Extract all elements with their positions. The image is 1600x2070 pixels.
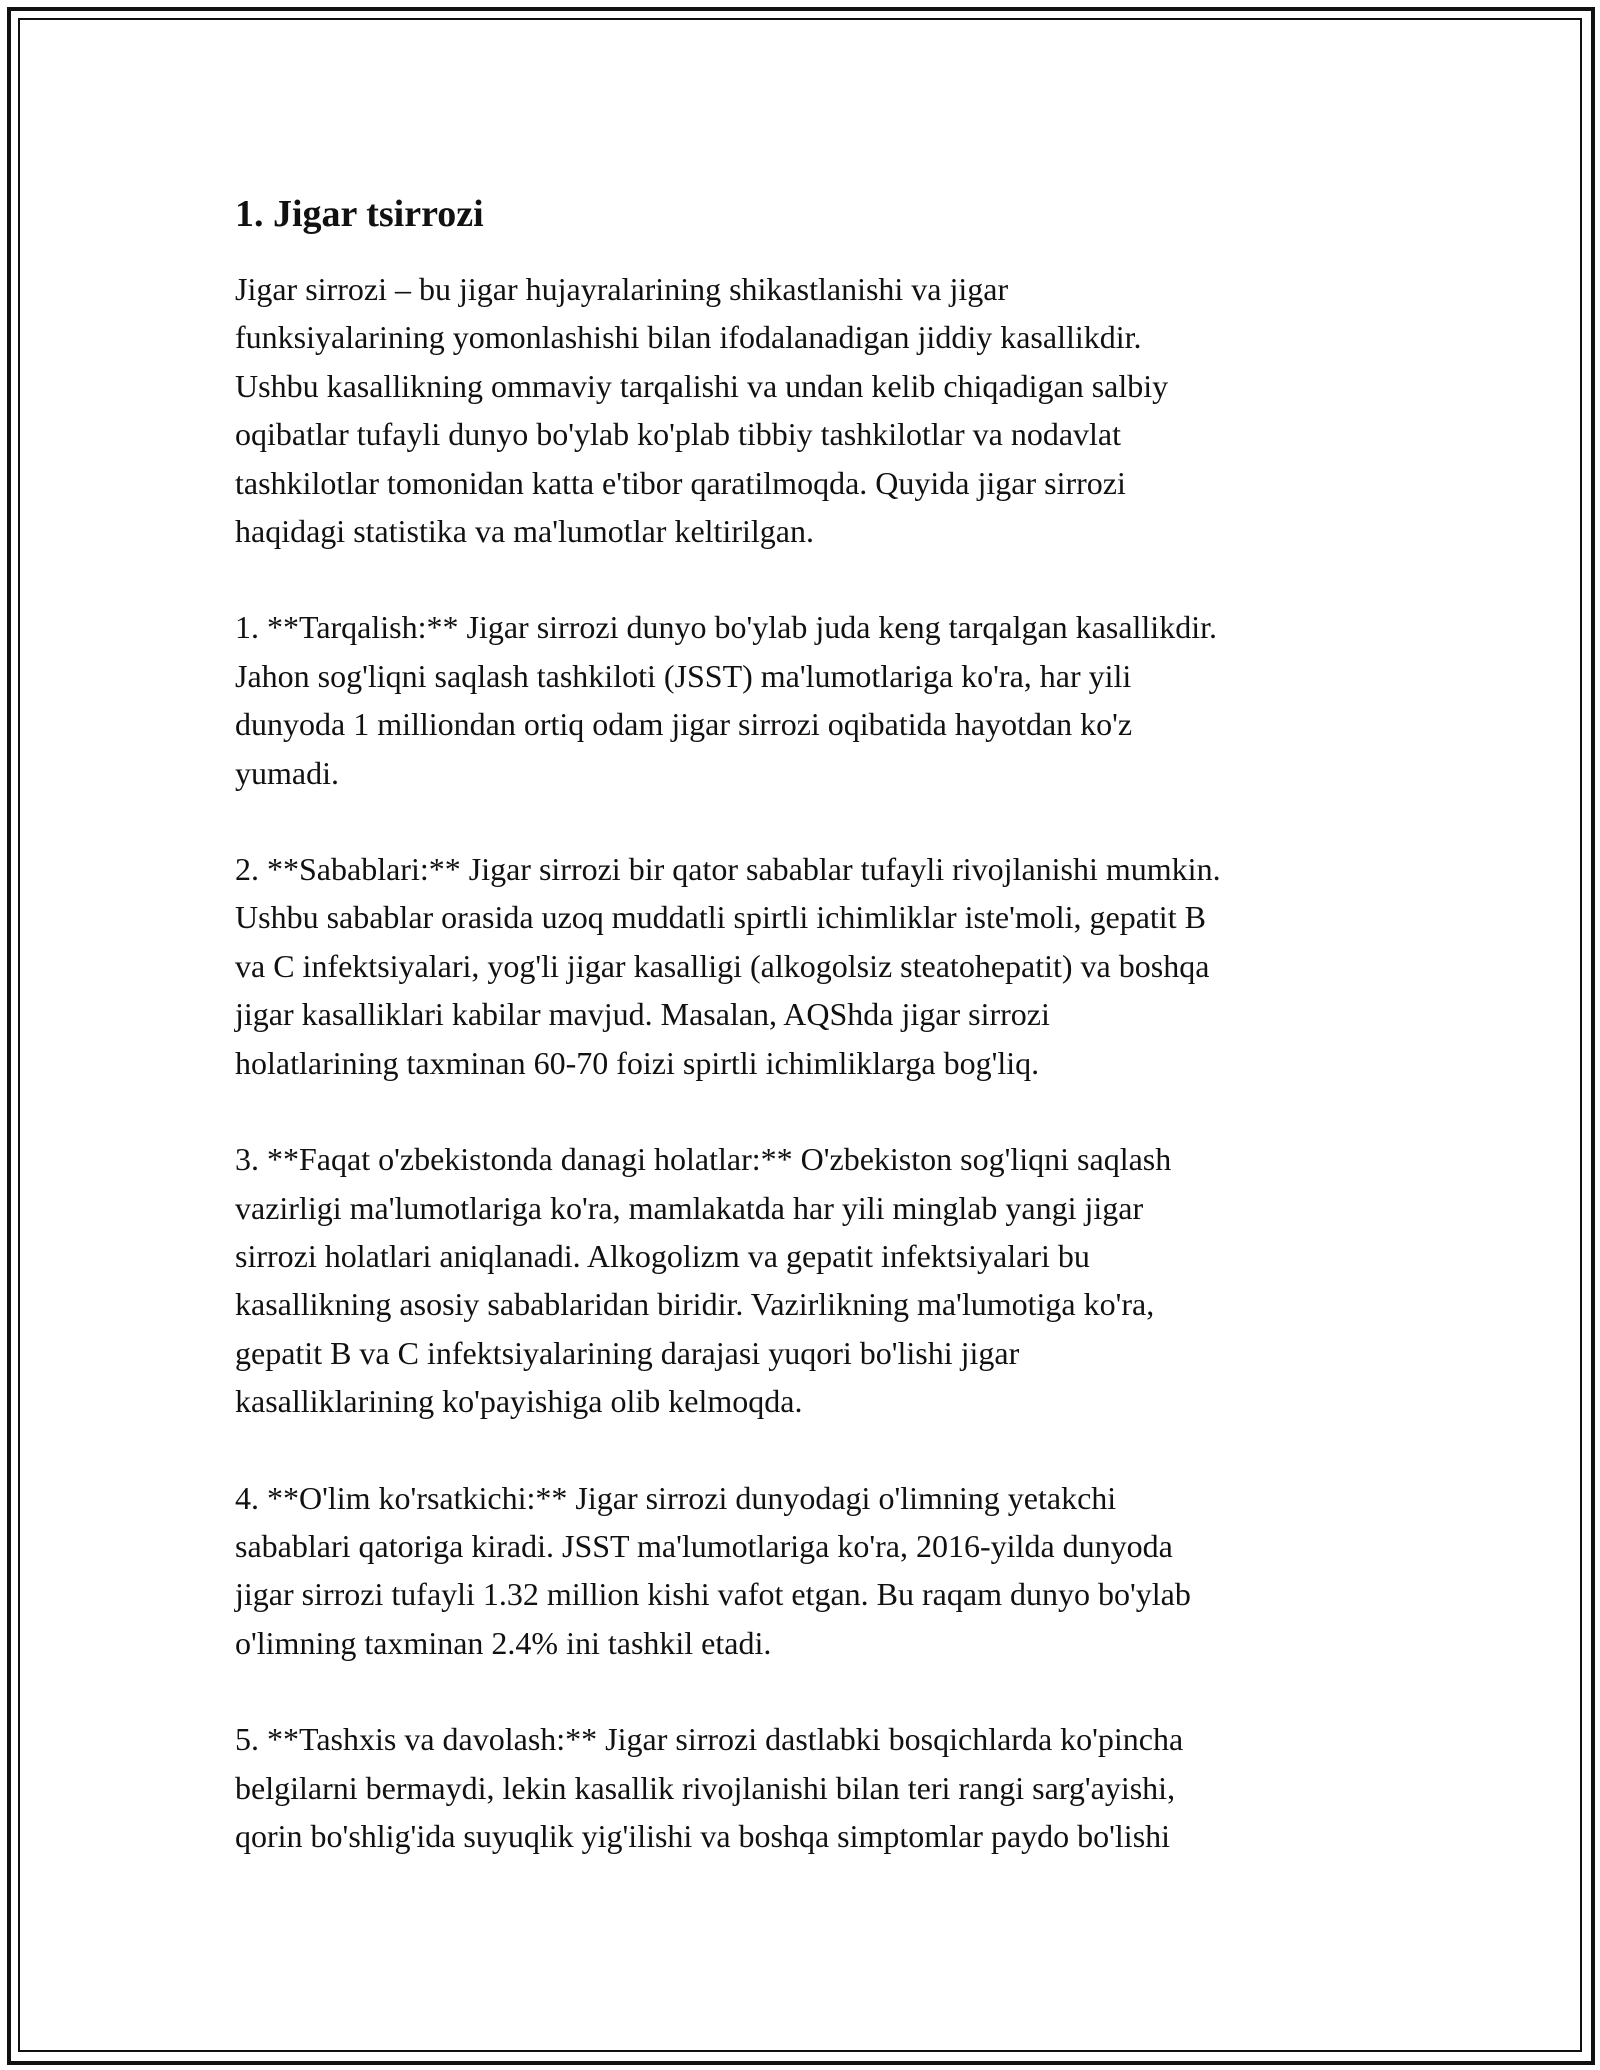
text-line: holatlarining taxminan 60-70 foizi spirtli ichimliklarga bog'liq. xyxy=(235,1044,1040,1081)
intro-paragraph xyxy=(235,265,1395,555)
text-line: Jigar sirrozi – bu jigar hujayralarining shikastlanishi va jigar xyxy=(235,271,1009,307)
list-item-causes xyxy=(235,845,1395,1087)
text-line: 5. **Tashxis va davolash:** Jigar sirrozi dastlabki bosqichlarda ko'pincha xyxy=(235,1721,1184,1758)
text-line: funksiyalarining yomonlashishi bilan ifodalanadigan jiddiy kasallikdir. xyxy=(235,319,1142,356)
text-line: o'limning taxminan 2.4% ini tashkil etadi. xyxy=(235,1624,772,1661)
text-line: 1. **Tarqalish:** Jigar sirrozi dunyo bo'ylab juda keng tarqalgan kasallikdir. xyxy=(235,609,1217,646)
document-body xyxy=(235,188,1395,1860)
text-line: sirrozi holatlari aniqlanadi. Alkogolizm va gepatit infektsiyalari bu xyxy=(235,1237,1090,1274)
text-line: tashkilotlar tomonidan katta e'tibor qaratilmoqda. Quyida jigar sirrozi xyxy=(235,464,1126,501)
text-line: 2. **Sabablari:** Jigar sirrozi bir qator sabablar tufayli rivojlanishi mumkin. xyxy=(235,851,1221,888)
text-line: qorin bo'shlig'ida suyuqlik yig'ilishi va boshqa simptomlar paydo bo'lishi xyxy=(235,1817,1171,1854)
text-line: jigar kasalliklari kabilar mavjud. Masalan, AQShda jigar sirrozi xyxy=(235,996,1050,1033)
text-line: Jahon sog'liqni saqlash tashkiloti (JSST) ma'lumotlariga ko'ra, har yili xyxy=(235,657,1132,694)
text-line: gepatit B va C infektsiyalarining darajasi yuqori bo'lishi jigar xyxy=(235,1334,1020,1371)
document-title: 1. Jigar tsirrozi xyxy=(235,193,484,235)
text-line: va C infektsiyalari, yog'li jigar kasalligi (alkogolsiz steatohepatit) va boshqa xyxy=(235,947,1210,984)
text-line: yumadi. xyxy=(235,754,339,791)
text-line: belgilarni bermaydi, lekin kasallik rivojlanishi bilan teri rangi sarg'ayishi, xyxy=(235,1769,1176,1806)
text-line: vazirligi ma'lumotlariga ko'ra, mamlakatda har yili minglab yangi jigar xyxy=(235,1189,1144,1226)
list-item-uzbekistan xyxy=(235,1135,1395,1425)
list-item-diagnosis xyxy=(235,1715,1395,1860)
text-line: jigar sirrozi tufayli 1.32 million kishi vafot etgan. Bu raqam dunyo bo'ylab xyxy=(235,1576,1191,1613)
text-line: kasallikning asosiy sabablaridan biridir. Vazirlikning ma'lumotiga ko'ra, xyxy=(235,1286,1155,1323)
text-line: Ushbu kasallikning ommaviy tarqalishi va undan kelib chiqadigan salbiy xyxy=(235,367,1169,404)
list-item-spread xyxy=(235,603,1395,797)
text-line: dunyoda 1 milliondan ortiq odam jigar sirrozi oqibatida hayotdan ko'z xyxy=(235,706,1133,743)
text-line: 4. **O'lim ko'rsatkichi:** Jigar sirrozi dunyodagi o'limning yetakchi xyxy=(235,1479,1117,1516)
text-line: Ushbu sabablar orasida uzoq muddatli spirtli ichimliklar iste'moli, gepatit B xyxy=(235,899,1206,936)
list-item-mortality xyxy=(235,1474,1395,1668)
text-line: oqibatlar tufayli dunyo bo'ylab ko'plab tibbiy tashkilotlar va nodavlat xyxy=(235,416,1122,453)
text-line: haqidagi statistika va ma'lumotlar keltirilgan. xyxy=(235,513,814,550)
text-line: sabablari qatoriga kiradi. JSST ma'lumotlariga ko'ra, 2016-yilda dunyoda xyxy=(235,1527,1173,1564)
text-line: 3. **Faqat o'zbekistonda danagi holatlar:** O'zbekiston sog'liqni saqlash xyxy=(235,1141,1172,1178)
text-line: kasalliklarining ko'payishiga olib kelmoqda. xyxy=(235,1383,803,1420)
